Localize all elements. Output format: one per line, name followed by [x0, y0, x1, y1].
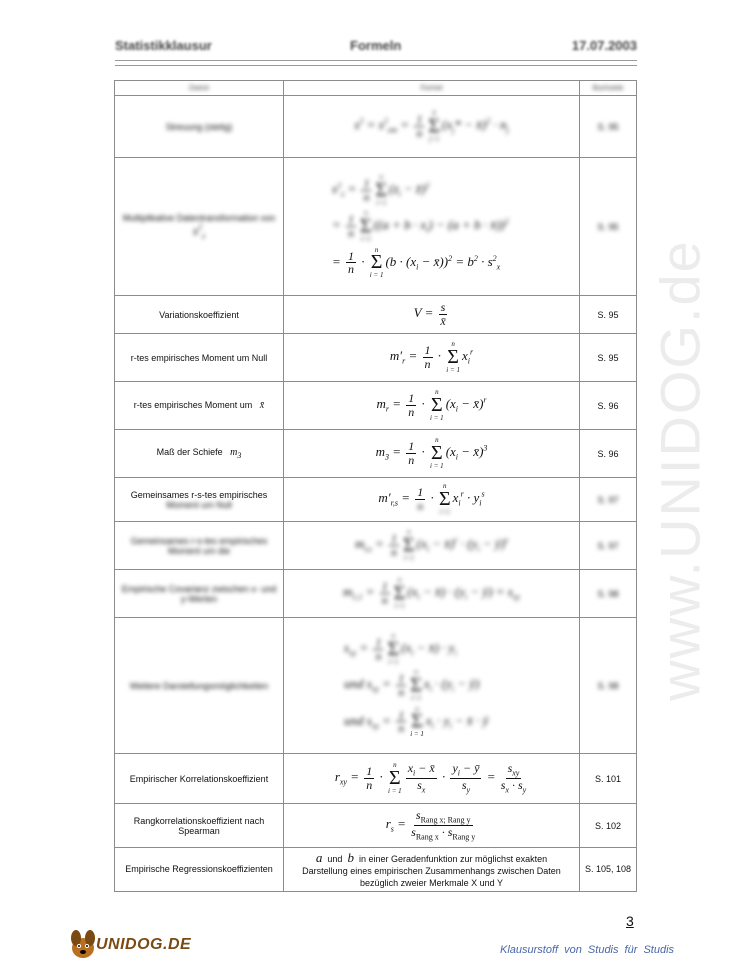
table-row — [115, 618, 637, 754]
row-purpose: r-tes empirisches Moment um Null — [115, 334, 284, 382]
header-rule — [115, 60, 637, 61]
table-header-row — [115, 81, 637, 96]
row-purpose: r-tes empirisches Moment um x̄ — [115, 382, 284, 430]
logo-text: UNIDOG.DE — [96, 936, 192, 953]
watermark: www.UNIDOG.de — [648, 239, 712, 701]
formula-table — [114, 80, 637, 892]
header-rule-2 — [115, 65, 637, 66]
row-formula: $s^2 = s^2_{em}$ = $\frac{1}{n}$ k Σ j=1 ($x_j*$ − x̄)$^2$ · $n_j$ — [284, 96, 580, 158]
table-row — [115, 158, 637, 296]
unidog-logo — [68, 928, 192, 960]
row-purpose: Multiplikative Datentransformation von $s^2_z$ — [115, 158, 284, 296]
row-formula: $m_3$ = $\frac{1}{n}$ · n Σ i = 1 ($x_i$ − x̄)$^3$ — [284, 430, 580, 478]
header-center: Formeln — [350, 38, 402, 53]
row-formula: V = $\frac{s}{x̄}$ — [284, 296, 580, 334]
table-row — [115, 478, 637, 522]
col-header-purpose: Zweck — [115, 81, 284, 96]
row-purpose: Gemeinsames r-s-tes empirisches Moment um Null — [115, 478, 284, 522]
col-header-formula: Formel — [284, 81, 580, 96]
table-row — [115, 804, 637, 848]
row-purpose: Empirische Covarianz zwischen x- und y-Werten — [115, 570, 284, 618]
row-formula: a und b in einer Geradenfunktion zur möglichst exakten Darstellung eines empirischen Zusammenhangs zwischen Daten bezüglich zweier Merkmale X und Y — [284, 848, 580, 892]
row-page: S. 95 — [580, 158, 637, 296]
row-formula: $s^2_z$ = $\frac{1}{n}$ n Σ i=1 ($z_i$ − z̄)$^2$ = $\frac{1}{n}$ n Σ i=1 ($(a + b \cdot x_i) - (a + b$ · x̄))$^2$ = $\frac{1}{n}$ · n Σ i = 1 ($b \cdot (x_i$ − x̄))$^2$ = $b^2 \cdot s^2_x$ — [284, 158, 580, 296]
row-purpose: Weitere Darstellungsmöglichkeiten — [115, 618, 284, 754]
col-header-page: Buchseite — [580, 81, 637, 96]
row-formula: $m_r$ = $\frac{1}{n}$ · n Σ i = 1 ($x_i$ − x̄)$^r$ — [284, 382, 580, 430]
row-page: S. 101 — [580, 754, 637, 804]
table-row — [115, 430, 637, 478]
table-row — [115, 570, 637, 618]
row-purpose: Gemeinsames r-s-tes empirisches Moment um die — [115, 522, 284, 570]
dog-icon — [68, 928, 98, 960]
header-left: Statistikklausur — [115, 38, 212, 53]
row-page: S. 98 — [580, 570, 637, 618]
row-page: S. 102 — [580, 804, 637, 848]
row-formula: $r_{xy}$ = $\frac{1}{n}$ · n Σ i = 1 $\frac{x_i - x̄}{s_x}$ · $\frac{y_i - ȳ}{s_y}$ = $\frac{s_{xy}}{s_x \cdot s_y}$ — [284, 754, 580, 804]
row-purpose: Maß der Schiefe $m_3$ — [115, 430, 284, 478]
row-formula: $r_s$ = $\frac{s_{Rang x; Rang y}}{s_{Rang x} \cdot s_{Rang y}}$ — [284, 804, 580, 848]
row-page: S. 95 — [580, 334, 637, 382]
row-formula: $s_{xy}$ = $\frac{1}{n}$ n Σ i=1 ($x_i$ − x̄) · $y_i$ und $s_{xy}$ = $\frac{1}{n}$ n Σ i=1 $x_i \cdot (y_i$ − ȳ) und $s_{xy}$ = $\frac{1}{n}$ n Σ i = 1 $x_i \cdot y_i$ − x̄ · ȳ — [284, 618, 580, 754]
row-formula: $m_{r,s}$ = $\frac{1}{n}$ n Σ i=1 ($x_i$ − x̄)$^r$ · ($y_i$ − ȳ)$^s$ — [284, 522, 580, 570]
table-row — [115, 334, 637, 382]
row-page: S. 95 — [580, 296, 637, 334]
row-page: S. 98 — [580, 618, 637, 754]
table-row — [115, 522, 637, 570]
row-formula: $m_{1,1}$ = $\frac{1}{n}$ n Σ i=1 ($x_i$ − x̄) · ($y_i$ − ȳ) = $s_{xy}$ — [284, 570, 580, 618]
row-purpose: Streuung (stetig) — [115, 96, 284, 158]
table-row — [115, 754, 637, 804]
row-purpose: Rangkorrelationskoeffizient nach Spearman — [115, 804, 284, 848]
table-row — [115, 296, 637, 334]
row-purpose: Variationskoeffizient — [115, 296, 284, 334]
row-page: S. 97 — [580, 522, 637, 570]
row-purpose: Empirischer Korrelationskoeffizient — [115, 754, 284, 804]
row-page: S. 95 — [580, 96, 637, 158]
footer-text: Klausurstoff von Studis für Studis — [500, 944, 675, 956]
row-formula: $m'_r$ = $\frac{1}{n}$ · n Σ i = 1 $x_i^r$ — [284, 334, 580, 382]
row-page: S. 96 — [580, 382, 637, 430]
table-row — [115, 382, 637, 430]
row-page: S. 105, 108 — [580, 848, 637, 892]
page-number: 3 — [626, 913, 634, 929]
header-right: 17.07.2003 — [571, 38, 637, 53]
page-header — [115, 38, 637, 58]
row-page: S. 97 — [580, 478, 637, 522]
row-page: S. 96 — [580, 430, 637, 478]
table-row — [115, 96, 637, 158]
row-purpose: Empirische Regressionskoeffizienten — [115, 848, 284, 892]
row-formula: $m'_{r,s}$ = $\frac{1}{n}$ · n Σ i=1 $x_i^r \cdot y_i^s$ — [284, 478, 580, 522]
table-row — [115, 848, 637, 892]
